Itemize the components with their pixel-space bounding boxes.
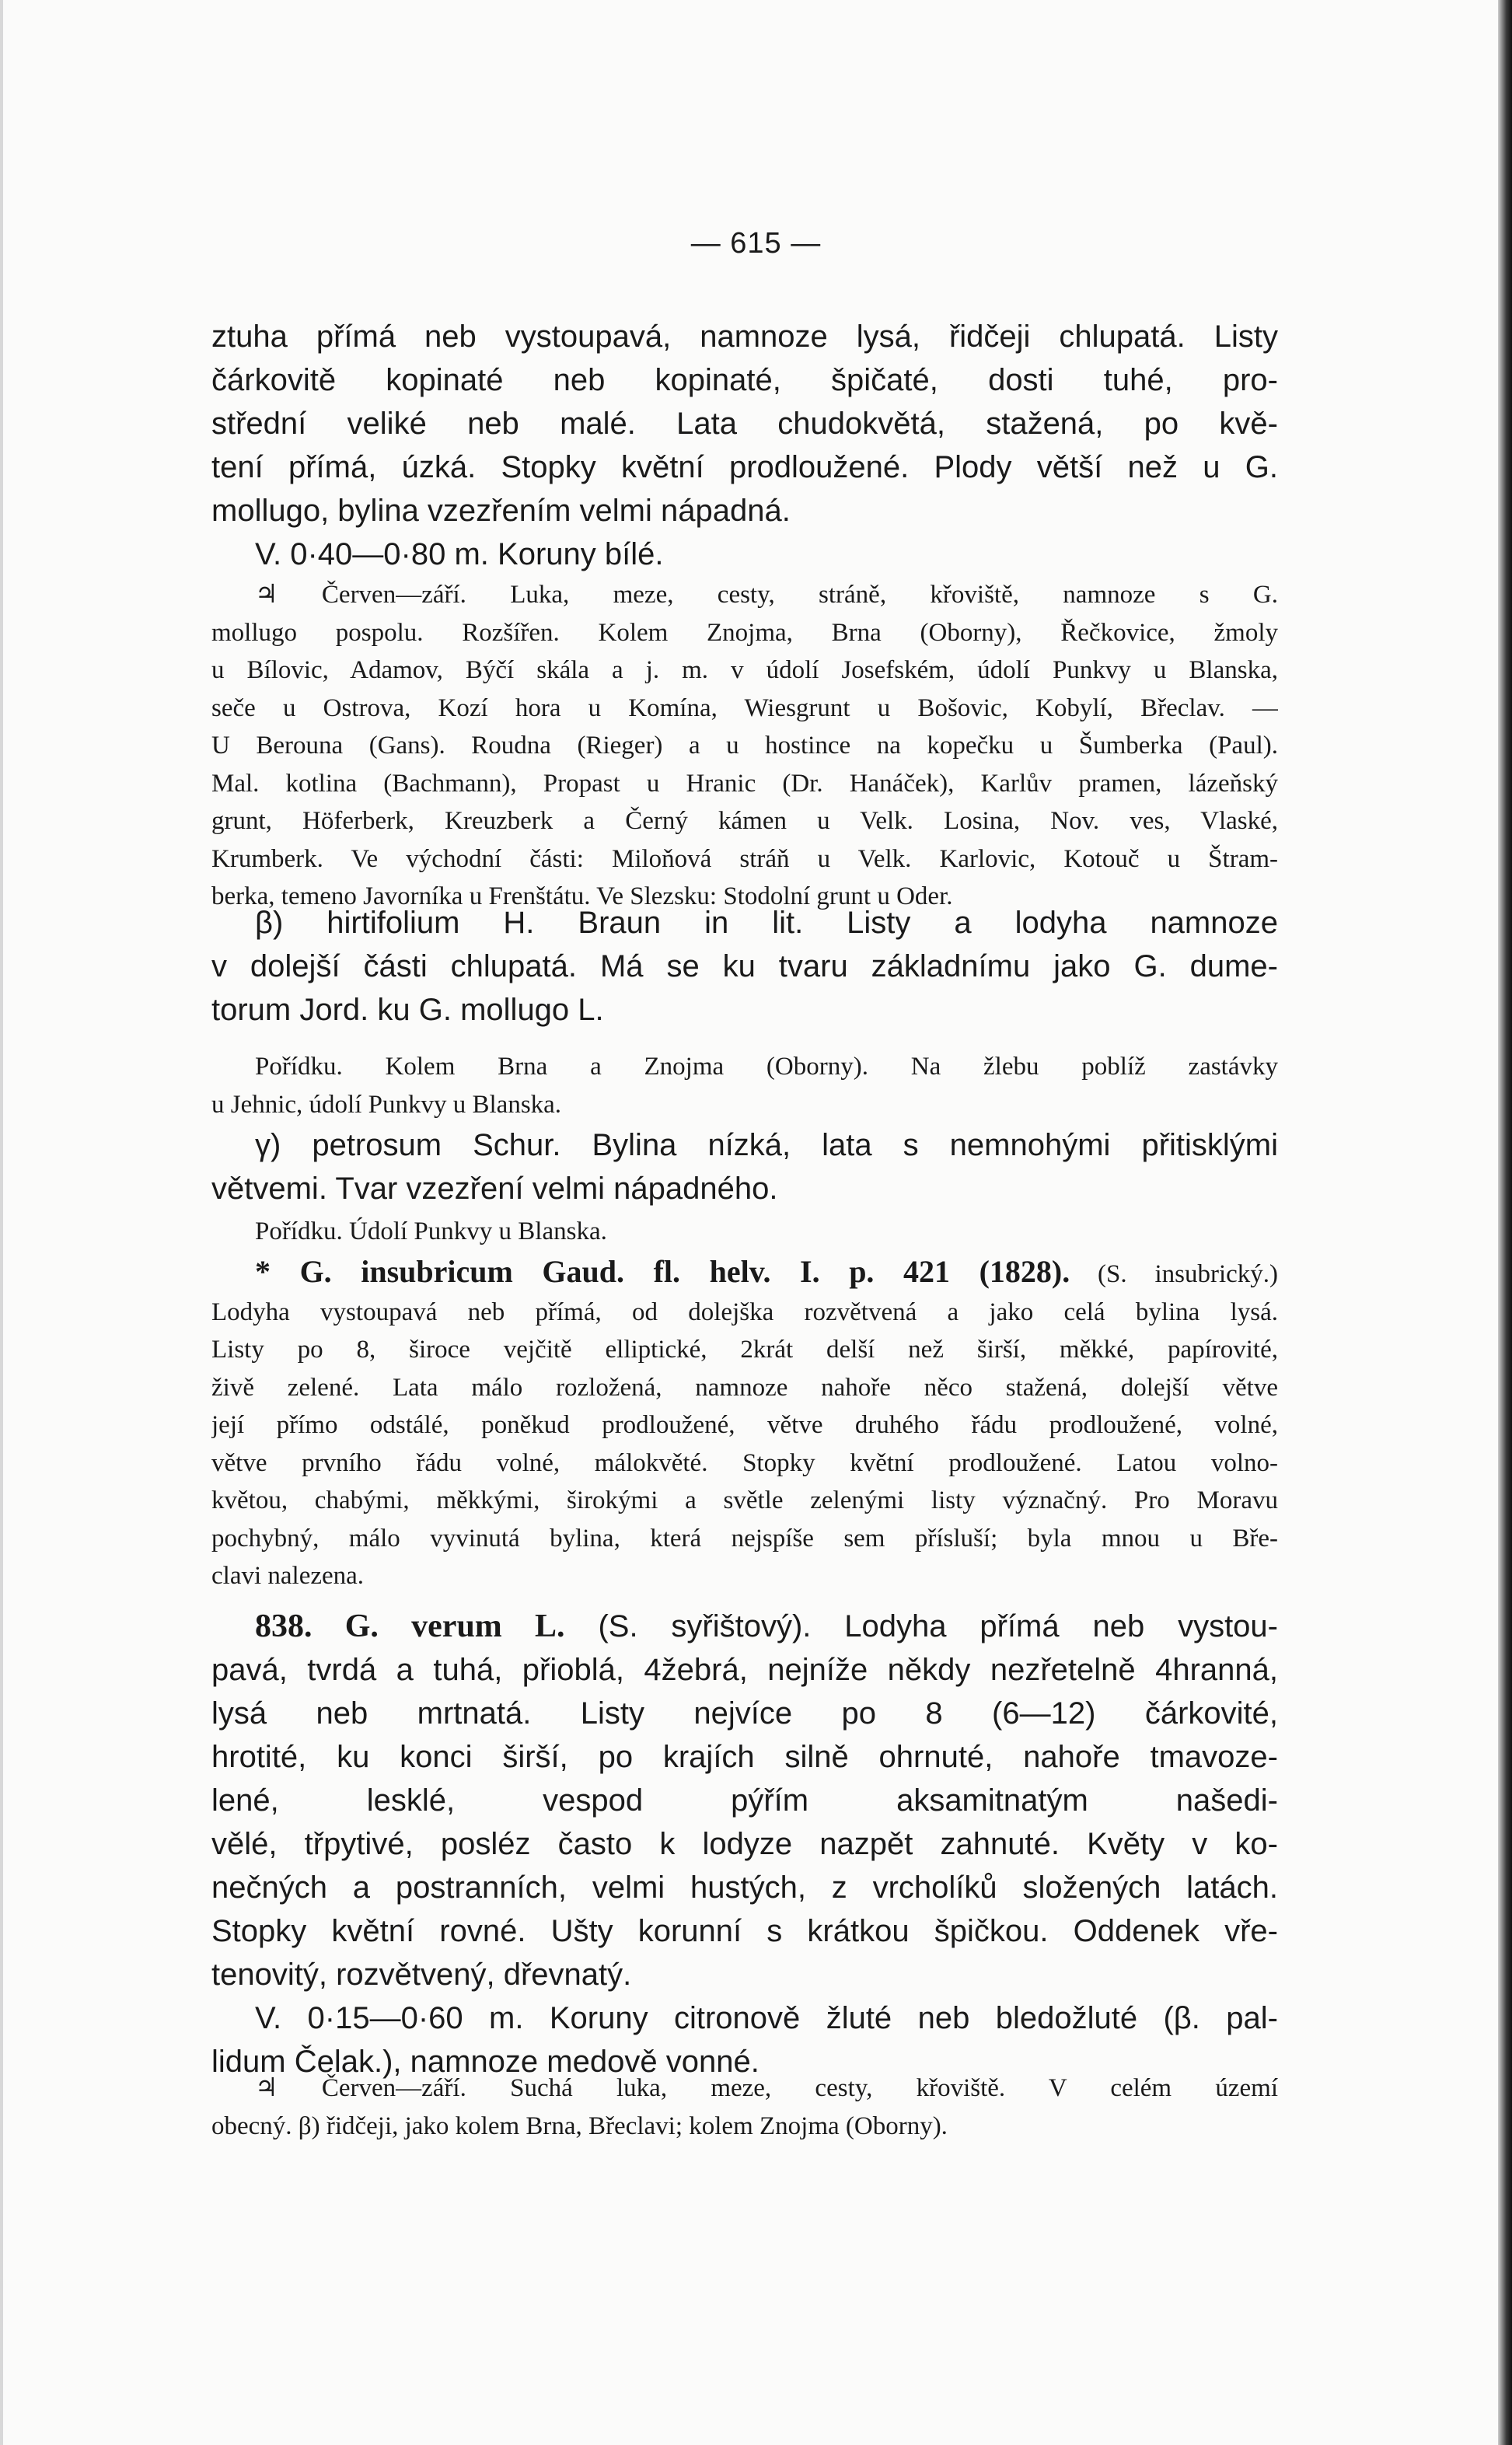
page-number: — 615 — bbox=[690, 227, 822, 260]
paragraph-petrosum-distribution bbox=[211, 1213, 1278, 1251]
species-common-name: (S. insubrický.) bbox=[1098, 1260, 1278, 1288]
text-line: střední veliké neb malé. Lata chudokvětá, stažená, po kvě- bbox=[211, 407, 1278, 441]
text-line: čárkovitě kopinaté neb kopinaté, špičaté, dosti tuhé, pro- bbox=[211, 363, 1278, 397]
paragraph-description bbox=[211, 315, 1278, 576]
paragraph-hirtifolium-distribution bbox=[211, 1048, 1278, 1123]
text-line: pochybný, málo vyvinutá bylina, která nejspíše sem přísluší; byla mnou u Bře- bbox=[211, 1524, 1278, 1553]
text-line: tenovitý, rozvětvený, dřevnatý. bbox=[211, 1958, 632, 1992]
text-line: ztuha přímá neb vystoupavá, namnoze lysá, řidčeji chlupatá. Listy bbox=[211, 320, 1278, 354]
text-line: vělé, třpytivé, posléz často k lodyze nazpět zahnuté. Květy v ko- bbox=[211, 1827, 1278, 1861]
text-line: U Berouna (Gans). Roudna (Rieger) a u hostince na kopečku u Šumberka (Paul). bbox=[211, 732, 1278, 760]
text-line: živě zelené. Lata málo rozložená, namnoze nahoře něco stažená, dolejší větve bbox=[211, 1373, 1278, 1402]
text-line: pavá, tvrdá a tuhá, přioblá, 4žebrá, nejníže někdy nezřetelně 4hranná, bbox=[211, 1653, 1278, 1687]
text-line: tení přímá, úzká. Stopky květní prodloužené. Plody větší než u G. bbox=[211, 450, 1278, 484]
text-line: Krumberk. Ve východní části: Miloňová stráň u Velk. Karlovic, Kotouč u Štram- bbox=[211, 844, 1278, 873]
text-line: lené, lesklé, vespod pýřím aksamitnatým našedi- bbox=[211, 1783, 1278, 1818]
text-line: u Jehnic, údolí Punkvy u Blanska. bbox=[211, 1090, 562, 1119]
text-line: seče u Ostrova, Kozí hora u Komína, Wiesgrunt u Bošovic, Kobylí, Břeclav. — bbox=[211, 693, 1278, 722]
text-line: její přímo odstálé, poněkud prodloužené, větve druhého řádu prodloužené, volné, bbox=[211, 1411, 1278, 1439]
text-line: Pořídku. Kolem Brna a Znojma (Oborny). Na žlebu poblíž zastávky bbox=[255, 1053, 1278, 1081]
text-line: mollugo, bylina vzezřením velmi nápadná. bbox=[211, 494, 791, 528]
text-line: květou, chabými, měkkými, širokými a světle zelenými listy význačný. Pro Moravu bbox=[211, 1486, 1278, 1514]
text-line: V. 0·15—0·60 m. Koruny citronově žluté neb bledožluté (β. pal- bbox=[255, 2001, 1278, 2035]
text-line: V. 0·40—0·80 m. Koruny bílé. bbox=[255, 537, 664, 571]
species-heading-line bbox=[211, 1253, 1278, 1294]
paragraph-verum-distribution bbox=[211, 2070, 1278, 2145]
text-line: β) hirtifolium H. Braun in lit. Listy a lodyha namnoze bbox=[255, 906, 1278, 940]
text-line: lysá neb mrtnatá. Listy nejvíce po 8 (6—12) čárkovité, bbox=[211, 1696, 1278, 1731]
paragraph-variety-hirtifolium bbox=[211, 901, 1278, 1032]
page-edge-right bbox=[1498, 0, 1512, 2445]
text-line: γ) petrosum Schur. Bylina nízká, lata s nemnohými přitisklými bbox=[255, 1128, 1278, 1162]
text-line: Listy po 8, široce vejčitě elliptické, 2krát delší než širší, měkké, papírovité, bbox=[211, 1336, 1278, 1364]
text-line: obecný. β) řidčeji, jako kolem Brna, Břeclavi; kolem Znojma (Oborny). bbox=[211, 2111, 948, 2140]
text-line: hrotité, ku konci širší, po krajích silně ohrnuté, nahoře tmavoze- bbox=[211, 1740, 1278, 1774]
text-line: Pořídku. Údolí Punkvy u Blanska. bbox=[255, 1217, 607, 1245]
paragraph-insubricum bbox=[211, 1253, 1278, 1595]
text-line: mollugo pospolu. Rozšířen. Kolem Znojma, Brna (Oborny), Řečkovice, žmoly bbox=[211, 618, 1278, 647]
text-line: berka, temeno Javorníka u Frenštátu. Ve Slezsku: Stodolní grunt u Oder. bbox=[211, 882, 953, 910]
text-line: ♃ Červen—září. Suchá luka, meze, cesty, křoviště. V celém území bbox=[255, 2074, 1278, 2102]
species-heading-line bbox=[211, 1605, 1278, 1648]
text-line: Lodyha vystoupavá neb přímá, od dolejška rozvětvená a jako celá bylina lysá. bbox=[211, 1298, 1278, 1326]
page-edge-left bbox=[0, 0, 3, 2445]
species-heading: * G. insubricum Gaud. fl. helv. I. p. 421 (1828). bbox=[255, 1254, 1070, 1289]
species-heading: 838. G. verum L. bbox=[255, 1608, 565, 1644]
text-line: lidum Čelak.), namnoze medově vonné. bbox=[211, 2045, 759, 2079]
text-line-tail: (S. syřištový). Lodyha přímá neb vystou- bbox=[598, 1609, 1278, 1643]
paragraph-variety-petrosum bbox=[211, 1123, 1278, 1210]
text-line: u Bílovic, Adamov, Býčí skála a j. m. v údolí Josefském, údolí Punkvy u Blanska, bbox=[211, 656, 1278, 684]
paragraph-distribution bbox=[211, 576, 1278, 916]
text-line: clavi nalezena. bbox=[211, 1562, 365, 1590]
text-line: větve prvního řádu volné, málokvěté. Stopky květní prodloužené. Latou volno- bbox=[211, 1448, 1278, 1477]
paragraph-galium-verum bbox=[211, 1605, 1278, 2083]
text-line: větvemi. Tvar vzezření velmi nápadného. bbox=[211, 1172, 778, 1206]
text-line: Stopky květní rovné. Ušty korunní s krátkou špičkou. Oddenek vře- bbox=[211, 1914, 1278, 1948]
text-line: nečných a postranních, velmi hustých, z vrcholíků složených latách. bbox=[211, 1870, 1278, 1905]
text-line: torum Jord. ku G. mollugo L. bbox=[211, 993, 604, 1027]
text-line: grunt, Höferberk, Kreuzberk a Černý kámen u Velk. Losina, Nov. ves, Vlaské, bbox=[211, 807, 1278, 835]
text-line: v dolejší části chlupatá. Má se ku tvaru základnímu jako G. dume- bbox=[211, 949, 1278, 983]
text-line: ♃ Červen—září. Luka, meze, cesty, stráně, křoviště, namnoze s G. bbox=[255, 581, 1278, 609]
text-line: Mal. kotlina (Bachmann), Propast u Hranic (Dr. Hanáček), Karlův pramen, lázeňský bbox=[211, 769, 1278, 798]
